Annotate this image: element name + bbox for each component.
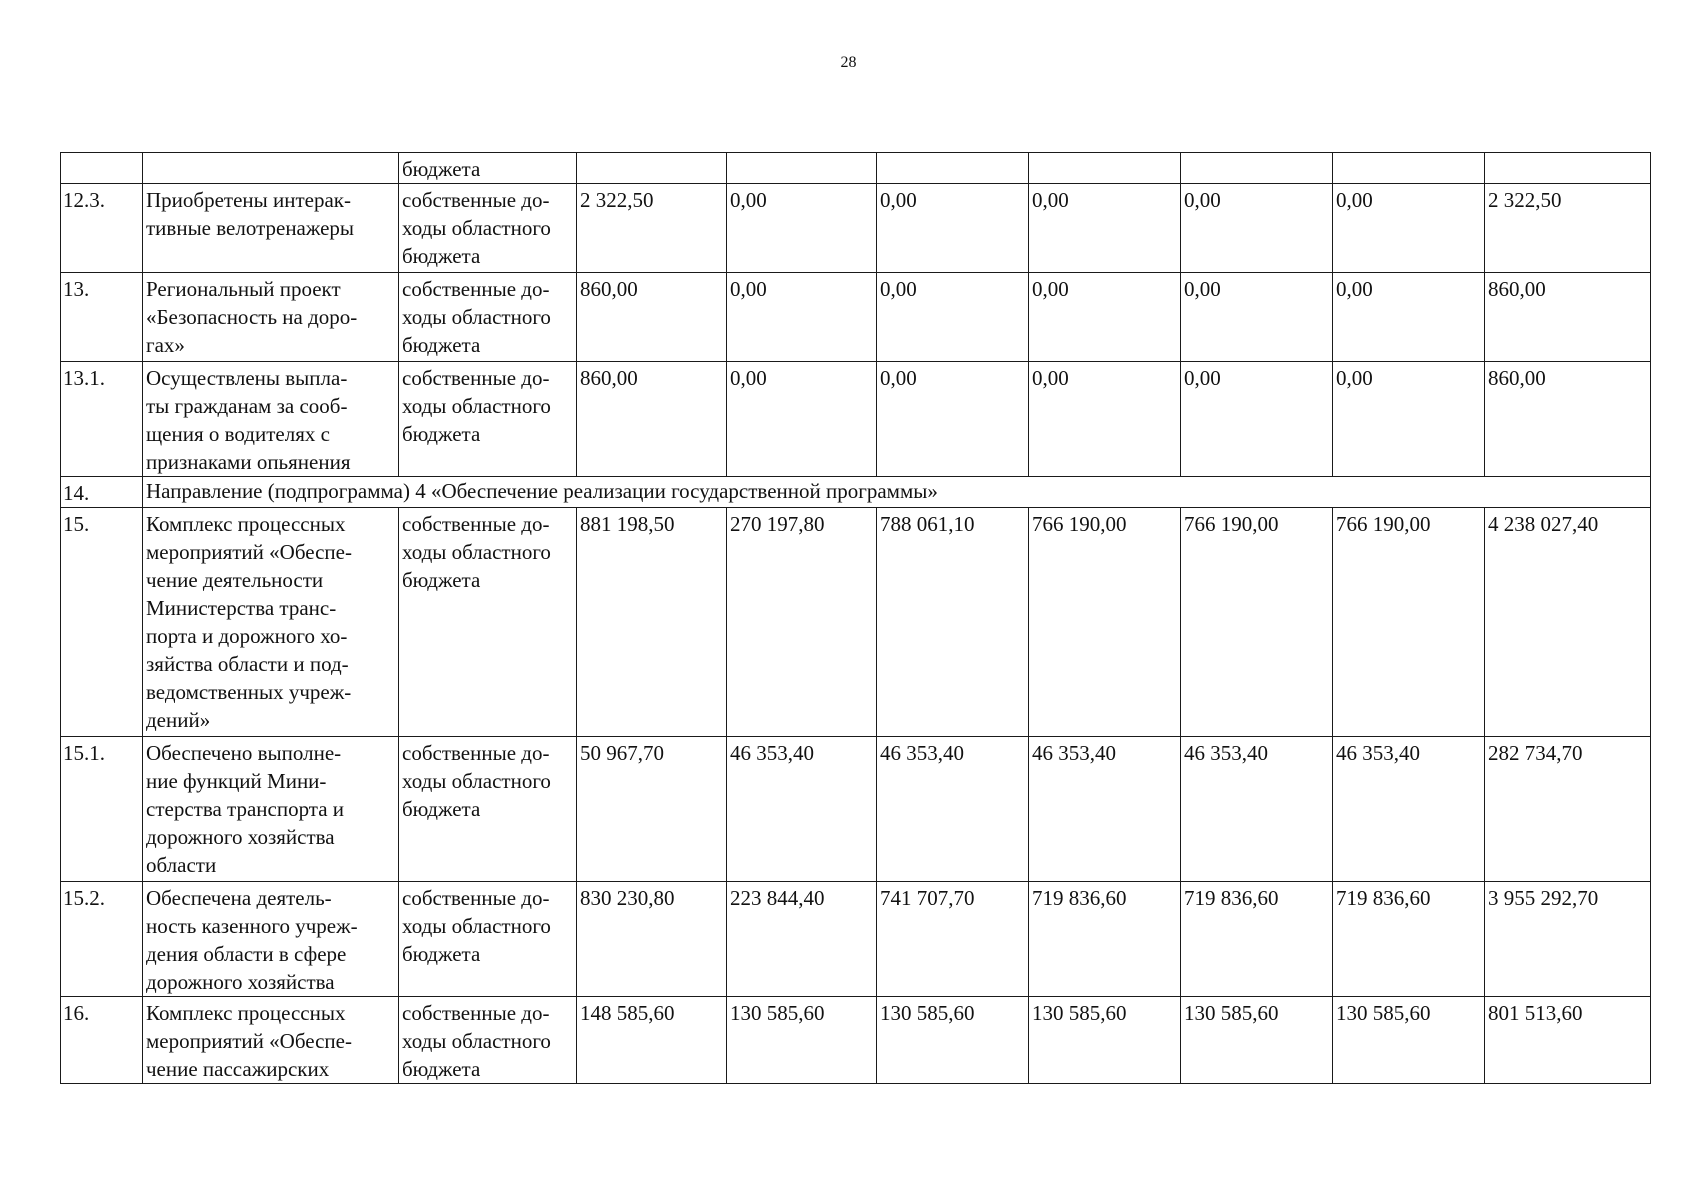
cell-num	[61, 153, 143, 184]
cell-value: 719 836,60	[1181, 882, 1333, 997]
cell-value: 801 513,60	[1485, 997, 1651, 1084]
cell-value: 0,00	[1181, 362, 1333, 477]
table-row	[61, 273, 1651, 362]
cell-value: 2 322,50	[1485, 184, 1651, 273]
cell-value: 0,00	[727, 184, 877, 273]
cell-name: Обеспечена деятель- ность казенного учреж- дения области в сфере дорожного хозяйства	[143, 882, 399, 997]
cell-value: 766 190,00	[1333, 508, 1485, 737]
cell-value: 0,00	[1029, 362, 1181, 477]
cell-source: собственные до- ходы областного бюджета	[399, 508, 577, 737]
cell-value: 46 353,40	[1181, 737, 1333, 882]
cell-source: собственные до- ходы областного бюджета	[399, 882, 577, 997]
cell-num: 13.1.	[61, 362, 143, 477]
cell-section-title: Направление (подпрограмма) 4 «Обеспечение реализации государственной программы»	[143, 477, 1651, 508]
cell-num: 16.	[61, 997, 143, 1084]
cell-value: 130 585,60	[727, 997, 877, 1084]
cell-source: собственные до- ходы областного бюджета	[399, 273, 577, 362]
cell-value: 860,00	[1485, 362, 1651, 477]
page-number: 28	[840, 54, 857, 71]
cell-num: 12.3.	[61, 184, 143, 273]
cell-source: собственные до- ходы областного бюджета	[399, 737, 577, 882]
cell-value: 788 061,10	[877, 508, 1029, 737]
cell-value: 0,00	[877, 273, 1029, 362]
cell-name: Комплекс процессных мероприятий «Обеспе- чение деятельности Министерства транс- порта и дорожного хо- зяйства области и под- ведомственных учреж- дений»	[143, 508, 399, 737]
cell-value: 270 197,80	[727, 508, 877, 737]
table-row-section	[61, 477, 1651, 508]
table-row	[61, 997, 1651, 1084]
table-row	[61, 882, 1651, 997]
table-row-continued	[61, 153, 1651, 184]
cell-value	[1029, 153, 1181, 184]
cell-value: 46 353,40	[1333, 737, 1485, 882]
cell-value	[877, 153, 1029, 184]
cell-value: 719 836,60	[1029, 882, 1181, 997]
cell-name: Приобретены интерак- тивные велотренажеры	[143, 184, 399, 273]
cell-value: 860,00	[577, 362, 727, 477]
cell-value: 0,00	[1181, 273, 1333, 362]
cell-value	[1485, 153, 1651, 184]
cell-value: 860,00	[577, 273, 727, 362]
cell-value: 741 707,70	[877, 882, 1029, 997]
cell-name: Осуществлены выпла- ты гражданам за сооб- щения о водителях с признаками опьянения	[143, 362, 399, 477]
cell-value	[1333, 153, 1485, 184]
cell-value	[577, 153, 727, 184]
cell-name: Обеспечено выполне- ние функций Мини- стерства транспорта и дорожного хозяйства области	[143, 737, 399, 882]
cell-value: 0,00	[727, 273, 877, 362]
cell-value	[1181, 153, 1333, 184]
cell-value: 2 322,50	[577, 184, 727, 273]
cell-value: 0,00	[1333, 362, 1485, 477]
table-row	[61, 737, 1651, 882]
cell-value: 0,00	[1181, 184, 1333, 273]
cell-value: 0,00	[877, 184, 1029, 273]
cell-source: собственные до- ходы областного бюджета	[399, 997, 577, 1084]
cell-value: 282 734,70	[1485, 737, 1651, 882]
cell-value: 719 836,60	[1333, 882, 1485, 997]
table-row	[61, 184, 1651, 273]
cell-value: 881 198,50	[577, 508, 727, 737]
table-row	[61, 508, 1651, 737]
budget-table	[60, 152, 1651, 1084]
cell-value: 130 585,60	[877, 997, 1029, 1084]
cell-value: 46 353,40	[727, 737, 877, 882]
cell-num: 15.1.	[61, 737, 143, 882]
cell-name: Региональный проект «Безопасность на доро- гах»	[143, 273, 399, 362]
cell-value: 0,00	[1333, 184, 1485, 273]
cell-value: 766 190,00	[1029, 508, 1181, 737]
cell-name	[143, 153, 399, 184]
cell-value: 148 585,60	[577, 997, 727, 1084]
cell-value: 0,00	[1029, 184, 1181, 273]
cell-value: 0,00	[877, 362, 1029, 477]
cell-source: бюджета	[399, 153, 577, 184]
cell-value: 46 353,40	[877, 737, 1029, 882]
cell-value: 50 967,70	[577, 737, 727, 882]
cell-num: 14.	[61, 477, 143, 508]
cell-num: 15.	[61, 508, 143, 737]
cell-value: 0,00	[727, 362, 877, 477]
cell-name: Комплекс процессных мероприятий «Обеспе- чение пассажирских	[143, 997, 399, 1084]
cell-value: 0,00	[1333, 273, 1485, 362]
cell-value	[727, 153, 877, 184]
cell-value: 223 844,40	[727, 882, 877, 997]
cell-value: 3 955 292,70	[1485, 882, 1651, 997]
cell-value: 0,00	[1029, 273, 1181, 362]
cell-source: собственные до- ходы областного бюджета	[399, 184, 577, 273]
cell-value: 860,00	[1485, 273, 1651, 362]
table-body	[61, 153, 1651, 1084]
table-row	[61, 362, 1651, 477]
cell-num: 15.2.	[61, 882, 143, 997]
cell-value: 130 585,60	[1029, 997, 1181, 1084]
cell-value: 766 190,00	[1181, 508, 1333, 737]
cell-value: 4 238 027,40	[1485, 508, 1651, 737]
cell-value: 130 585,60	[1333, 997, 1485, 1084]
cell-num: 13.	[61, 273, 143, 362]
cell-source: собственные до- ходы областного бюджета	[399, 362, 577, 477]
cell-value: 46 353,40	[1029, 737, 1181, 882]
cell-value: 830 230,80	[577, 882, 727, 997]
cell-value: 130 585,60	[1181, 997, 1333, 1084]
